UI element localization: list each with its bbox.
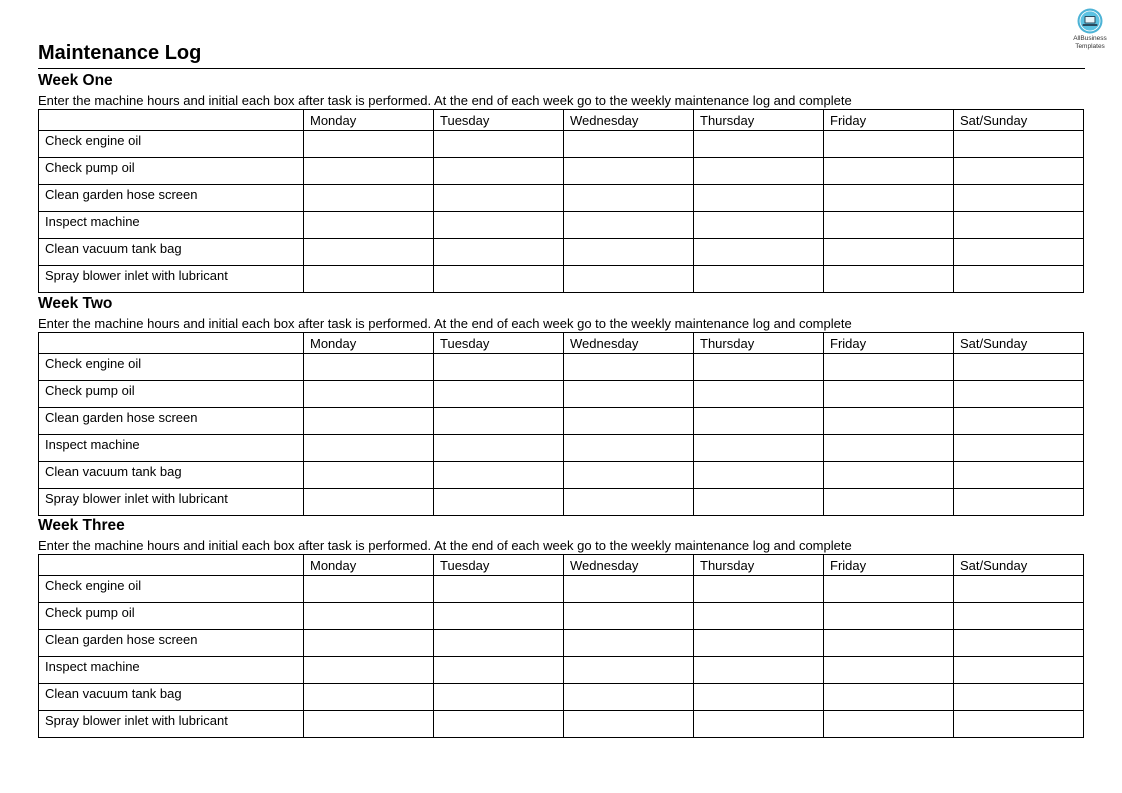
- entry-cell[interactable]: [434, 576, 564, 603]
- table-header-row: [39, 333, 1084, 354]
- entry-cell[interactable]: [564, 158, 694, 185]
- task-label: Check pump oil: [39, 158, 304, 185]
- day-header: Tuesday: [434, 555, 564, 576]
- entry-cell[interactable]: [824, 711, 954, 738]
- entry-cell[interactable]: [434, 630, 564, 657]
- entry-cell[interactable]: [564, 630, 694, 657]
- entry-cell[interactable]: [694, 603, 824, 630]
- entry-cell[interactable]: [564, 131, 694, 158]
- entry-cell[interactable]: [564, 489, 694, 516]
- entry-cell[interactable]: [304, 603, 434, 630]
- day-header: Wednesday: [564, 555, 694, 576]
- entry-cell[interactable]: [954, 603, 1084, 630]
- maintenance-table: [38, 332, 1084, 516]
- entry-cell[interactable]: [694, 381, 824, 408]
- task-label: Clean vacuum tank bag: [39, 462, 304, 489]
- task-label: Check engine oil: [39, 354, 304, 381]
- day-header: Monday: [304, 555, 434, 576]
- entry-cell[interactable]: [434, 354, 564, 381]
- week-instructions: Enter the machine hours and initial each box after task is performed. At the end of each week go to the weekly maintenance log and complete: [38, 538, 852, 553]
- entry-cell[interactable]: [434, 408, 564, 435]
- entry-cell[interactable]: [954, 684, 1084, 711]
- task-label: Clean garden hose screen: [39, 185, 304, 212]
- entry-cell[interactable]: [824, 435, 954, 462]
- task-label: Clean vacuum tank bag: [39, 239, 304, 266]
- entry-cell[interactable]: [694, 711, 824, 738]
- table-row: [39, 212, 1084, 239]
- entry-cell[interactable]: [434, 381, 564, 408]
- entry-cell[interactable]: [954, 354, 1084, 381]
- entry-cell[interactable]: [434, 131, 564, 158]
- entry-cell[interactable]: [304, 435, 434, 462]
- entry-cell[interactable]: [564, 462, 694, 489]
- entry-cell[interactable]: [304, 462, 434, 489]
- entry-cell[interactable]: [954, 131, 1084, 158]
- entry-cell[interactable]: [434, 462, 564, 489]
- entry-cell[interactable]: [564, 381, 694, 408]
- entry-cell[interactable]: [304, 158, 434, 185]
- entry-cell[interactable]: [824, 489, 954, 516]
- entry-cell[interactable]: [824, 158, 954, 185]
- header-corner-cell: [39, 110, 304, 131]
- laptop-icon: [1077, 8, 1103, 34]
- entry-cell[interactable]: [434, 711, 564, 738]
- table-row: [39, 603, 1084, 630]
- week-title: Week Three: [38, 517, 125, 534]
- day-header: Sat/Sunday: [954, 110, 1084, 131]
- table-row: [39, 630, 1084, 657]
- week-instructions: Enter the machine hours and initial each box after task is performed. At the end of each week go to the weekly maintenance log and complete: [38, 93, 852, 108]
- entry-cell[interactable]: [304, 185, 434, 212]
- table-row: [39, 711, 1084, 738]
- entry-cell[interactable]: [304, 711, 434, 738]
- entry-cell[interactable]: [694, 489, 824, 516]
- day-header: Thursday: [694, 555, 824, 576]
- entry-cell[interactable]: [434, 212, 564, 239]
- entry-cell[interactable]: [824, 239, 954, 266]
- entry-cell[interactable]: [564, 354, 694, 381]
- logo-text-line1: AllBusiness: [1073, 35, 1107, 42]
- entry-cell[interactable]: [694, 576, 824, 603]
- table-row: [39, 354, 1084, 381]
- entry-cell[interactable]: [304, 657, 434, 684]
- title-divider: [38, 68, 1085, 69]
- task-label: Check engine oil: [39, 576, 304, 603]
- day-header: Tuesday: [434, 333, 564, 354]
- entry-cell[interactable]: [824, 266, 954, 293]
- task-label: Inspect machine: [39, 657, 304, 684]
- task-label: Check pump oil: [39, 603, 304, 630]
- header-corner-cell: [39, 555, 304, 576]
- day-header: Friday: [824, 110, 954, 131]
- maintenance-table: [38, 554, 1084, 738]
- day-header: Monday: [304, 110, 434, 131]
- entry-cell[interactable]: [824, 354, 954, 381]
- week-instructions: Enter the machine hours and initial each box after task is performed. At the end of each week go to the weekly maintenance log and complete: [38, 316, 852, 331]
- entry-cell[interactable]: [564, 408, 694, 435]
- entry-cell[interactable]: [564, 576, 694, 603]
- task-label: Spray blower inlet with lubricant: [39, 266, 304, 293]
- entry-cell[interactable]: [304, 381, 434, 408]
- entry-cell[interactable]: [434, 266, 564, 293]
- entry-cell[interactable]: [304, 630, 434, 657]
- day-header: Friday: [824, 333, 954, 354]
- entry-cell[interactable]: [824, 603, 954, 630]
- entry-cell[interactable]: [564, 435, 694, 462]
- entry-cell[interactable]: [824, 131, 954, 158]
- day-header: Tuesday: [434, 110, 564, 131]
- entry-cell[interactable]: [304, 131, 434, 158]
- week-section: [38, 294, 1084, 516]
- entry-cell[interactable]: [694, 462, 824, 489]
- brand-logo: [1066, 8, 1114, 50]
- entry-cell[interactable]: [954, 408, 1084, 435]
- entry-cell[interactable]: [304, 576, 434, 603]
- table-header-row: [39, 110, 1084, 131]
- table-row: [39, 239, 1084, 266]
- entry-cell[interactable]: [954, 657, 1084, 684]
- entry-cell[interactable]: [564, 711, 694, 738]
- entry-cell[interactable]: [954, 266, 1084, 293]
- entry-cell[interactable]: [824, 630, 954, 657]
- entry-cell[interactable]: [694, 408, 824, 435]
- task-label: Inspect machine: [39, 435, 304, 462]
- task-label: Inspect machine: [39, 212, 304, 239]
- entry-cell[interactable]: [694, 212, 824, 239]
- task-label: Spray blower inlet with lubricant: [39, 711, 304, 738]
- day-header: Monday: [304, 333, 434, 354]
- entry-cell[interactable]: [954, 239, 1084, 266]
- entry-cell[interactable]: [954, 462, 1084, 489]
- entry-cell[interactable]: [824, 657, 954, 684]
- logo-text-line2: Templates: [1075, 43, 1105, 50]
- day-header: Thursday: [694, 110, 824, 131]
- entry-cell[interactable]: [304, 408, 434, 435]
- entry-cell[interactable]: [564, 212, 694, 239]
- entry-cell[interactable]: [434, 603, 564, 630]
- entry-cell[interactable]: [824, 185, 954, 212]
- entry-cell[interactable]: [954, 435, 1084, 462]
- day-header: Sat/Sunday: [954, 555, 1084, 576]
- entry-cell[interactable]: [824, 576, 954, 603]
- entry-cell[interactable]: [694, 131, 824, 158]
- week-section: [38, 516, 1084, 738]
- entry-cell[interactable]: [954, 158, 1084, 185]
- entry-cell[interactable]: [304, 212, 434, 239]
- entry-cell[interactable]: [304, 239, 434, 266]
- table-row: [39, 684, 1084, 711]
- entry-cell[interactable]: [694, 684, 824, 711]
- task-label: Clean garden hose screen: [39, 630, 304, 657]
- table-row: [39, 576, 1084, 603]
- entry-cell[interactable]: [954, 576, 1084, 603]
- entry-cell[interactable]: [694, 630, 824, 657]
- entry-cell[interactable]: [434, 489, 564, 516]
- entry-cell[interactable]: [434, 239, 564, 266]
- task-label: Clean vacuum tank bag: [39, 684, 304, 711]
- week-section: [38, 71, 1084, 293]
- task-label: Check pump oil: [39, 381, 304, 408]
- entry-cell[interactable]: [694, 266, 824, 293]
- task-label: Spray blower inlet with lubricant: [39, 489, 304, 516]
- entry-cell[interactable]: [954, 185, 1084, 212]
- entry-cell[interactable]: [694, 435, 824, 462]
- entry-cell[interactable]: [694, 354, 824, 381]
- entry-cell[interactable]: [434, 185, 564, 212]
- entry-cell[interactable]: [564, 239, 694, 266]
- entry-cell[interactable]: [954, 711, 1084, 738]
- entry-cell[interactable]: [694, 158, 824, 185]
- table-row: [39, 381, 1084, 408]
- table-header-row: [39, 555, 1084, 576]
- entry-cell[interactable]: [434, 657, 564, 684]
- maintenance-table: [38, 109, 1084, 293]
- table-row: [39, 489, 1084, 516]
- day-header: Thursday: [694, 333, 824, 354]
- entry-cell[interactable]: [824, 462, 954, 489]
- entry-cell[interactable]: [694, 657, 824, 684]
- table-row: [39, 158, 1084, 185]
- task-label: Clean garden hose screen: [39, 408, 304, 435]
- entry-cell[interactable]: [304, 266, 434, 293]
- entry-cell[interactable]: [824, 684, 954, 711]
- table-row: [39, 408, 1084, 435]
- table-row: [39, 185, 1084, 212]
- entry-cell[interactable]: [304, 684, 434, 711]
- entry-cell[interactable]: [694, 239, 824, 266]
- header-corner-cell: [39, 333, 304, 354]
- table-row: [39, 657, 1084, 684]
- day-header: Friday: [824, 555, 954, 576]
- entry-cell[interactable]: [824, 408, 954, 435]
- day-header: Wednesday: [564, 110, 694, 131]
- entry-cell[interactable]: [564, 185, 694, 212]
- entry-cell[interactable]: [564, 684, 694, 711]
- table-row: [39, 266, 1084, 293]
- entry-cell[interactable]: [954, 212, 1084, 239]
- table-row: [39, 435, 1084, 462]
- entry-cell[interactable]: [954, 630, 1084, 657]
- week-title: Week Two: [38, 295, 113, 312]
- entry-cell[interactable]: [304, 489, 434, 516]
- entry-cell[interactable]: [434, 435, 564, 462]
- table-row: [39, 131, 1084, 158]
- entry-cell[interactable]: [954, 381, 1084, 408]
- entry-cell[interactable]: [304, 354, 434, 381]
- entry-cell[interactable]: [434, 158, 564, 185]
- entry-cell[interactable]: [954, 489, 1084, 516]
- entry-cell[interactable]: [564, 657, 694, 684]
- day-header: Sat/Sunday: [954, 333, 1084, 354]
- entry-cell[interactable]: [694, 185, 824, 212]
- page-title: Maintenance Log: [38, 42, 202, 64]
- task-label: Check engine oil: [39, 131, 304, 158]
- entry-cell[interactable]: [434, 684, 564, 711]
- entry-cell[interactable]: [564, 603, 694, 630]
- table-row: [39, 462, 1084, 489]
- entry-cell[interactable]: [564, 266, 694, 293]
- week-title: Week One: [38, 72, 113, 89]
- entry-cell[interactable]: [824, 381, 954, 408]
- entry-cell[interactable]: [824, 212, 954, 239]
- day-header: Wednesday: [564, 333, 694, 354]
